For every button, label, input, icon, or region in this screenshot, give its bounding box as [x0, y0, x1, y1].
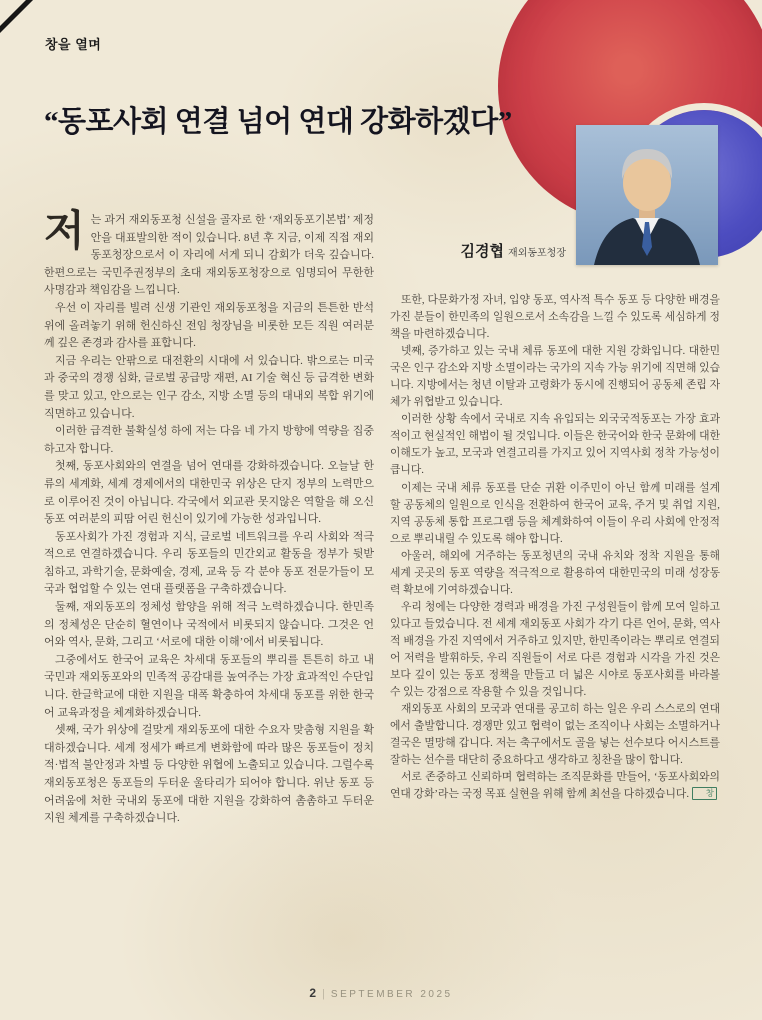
paragraph: 재외동포 사회의 모국과 연대를 공고히 하는 일은 우리 스스로의 연대에서 출발합니다. 경쟁만 있고 협력이 없는 조직이나 사회는 소멸하거나 결국은 멸망해 갑니다. 저는 축구에서도 골을 넣는 선수보다 어시스트를 잘하는 선수를 대단히 중요하다고 생각하고 칭찬을 많이 합니다. [390, 703, 720, 767]
lead-paragraph [44, 209, 374, 300]
paragraph: 그중에서도 한국어 교육은 차세대 동포들의 뿌리를 튼튼히 하고 내국민과 재외동포와의 민족적 공감대를 높여주는 가장 효과적인 수단입니다. 한글학교에 대한 지원을 대폭 확충하여 차세대 동포를 위한 한국어 교육과정을 체계화하겠습니다. [44, 653, 374, 719]
paragraph-text: 는 과거 재외동포청 신설을 골자로 한 ‘재외동포기본법’ 제정안을 대표발의한 적이 있습니다. 8년 후 지금, 이제 직접 재외동포청장으로서 이 자리에 서게 되니 감회가 더욱 깊습니다. 한편으로는 국민주권정부의 초대 재외동포청장으로 임명되어 무한한 사명감과 책임감을 느낍니다. [44, 214, 374, 297]
paragraph: 첫째, 동포사회와의 연결을 넘어 연대를 강화하겠습니다. 오늘날 한류의 세계화, 세계 경제에서의 대한민국 위상은 단지 정부의 노력만으로 이루어진 것이 아닙니다. 각국에서 외교관 못지않은 역할을 해 오신 동포 여러분의 피땀 어린 헌신이 있기에 가능한 성과입니다. [44, 460, 374, 526]
paragraph: 둘째, 재외동포의 정체성 함양을 위해 적극 노력하겠습니다. 한민족의 정체성은 단순히 혈연이나 국적에서 비롯되지 않습니다. 그것은 언어와 역사, 문화, 그리고 ‘서로에 대한 이해’에서 비롯됩니다. [44, 601, 374, 649]
paragraph: 우리 청에는 다양한 경력과 배경을 가진 구성원들이 함께 모여 일하고 있다고 들었습니다. 전 세계 재외동포 사회가 각기 다른 언어, 문화, 역사적 배경을 가진 지역에서 거주하고 있지만, 한민족이라는 뿌리로 연결되어 저력을 발휘하듯, 우리 직원들이 서로 다른 경험과 시각을 가진 것은 보다 깊이 있는 동포 정책을 만들고 더 넓은 시야로 동포사회를 바라볼 수 있는 강점으로 작용할 수 있을 것입니다. [390, 600, 720, 699]
portrait-photo [576, 125, 718, 265]
dropcap: 저 [44, 209, 85, 255]
issue-date: SEPTEMBER 2025 [330, 989, 453, 1000]
paragraph: 지금 우리는 안팎으로 대전환의 시대에 서 있습니다. 밖으로는 미국과 중국의 경쟁 심화, 글로벌 공급망 재편, AI 기술 혁신 등 급격한 변화를 맞고 있고, 안으로는 인구 감소, 지방 소멸 등의 대내외 복합 위기에 직면하고 있습니다. [44, 354, 374, 420]
paragraph: 넷째, 증가하고 있는 국내 체류 동포에 대한 지원 강화입니다. 대한민국은 인구 감소와 지방 소멸이라는 국가의 지속 가능 위기에 직면해 있습니다. 지방에서는 청년 이탈과 고령화가 동시에 진행되어 공동체 존립 자체가 위협받고 있습니다. [390, 345, 720, 409]
article-title: “동포사회 연결 넘어 연대 강화하겠다” [44, 106, 512, 138]
closing-paragraph [390, 769, 720, 803]
portrait-illustration [576, 125, 718, 265]
footer-divider: | [322, 988, 325, 1000]
paragraph-text: 서로 존중하고 신뢰하며 협력하는 조직문화를 만들어, ‘동포사회와의 연대 강화’라는 국정 목표 실현을 위해 함께 최선을 다하겠습니다. [390, 771, 720, 801]
author-name: 김경협 [460, 243, 505, 260]
paragraph: 이러한 상황 속에서 국내로 지속 유입되는 외국국적동포는 가장 효과적이고 현실적인 해법이 될 것입니다. 이들은 한국어와 한국 문화에 대한 이해도가 높고, 모국과 연결고리를 가지고 있어 지역사회 정착 가능성이 큽니다. [390, 413, 720, 477]
page-footer [0, 984, 762, 1002]
paragraph: 셋째, 국가 위상에 걸맞게 재외동포에 대한 수요자 맞춤형 지원을 확대하겠습니다. 세계 정세가 빠르게 변화함에 따라 많은 동포들이 정치적·법적 불안정과 차별 등 다양한 위협에 노출되고 있습니다. 그럴수록 재외동포청은 동포들의 두터운 울타리가 되어야 합니다. 위난 동포 등 어려움에 처한 국내외 동포에 대한 지원을 강화하여 촘촘하고 두터운 지원 체계를 구축하겠습니다. [44, 724, 374, 825]
paragraph: 또한, 다문화가정 자녀, 입양 동포, 역사적 특수 동포 등 다양한 배경을 가진 분들이 한민족의 일원으로서 소속감을 느낄 수 있도록 세심하게 정책을 마련하겠습니다. [390, 294, 720, 341]
section-label: 창을 열며 [45, 37, 102, 52]
paragraph: 우선 이 자리를 빌려 신생 기관인 재외동포청을 지금의 튼튼한 반석 위에 올려놓기 위해 헌신하신 전임 청장님을 비롯한 모든 직원 여러분께 깊은 존경과 감사를 표합니다. [44, 301, 374, 350]
paragraph: 이제는 국내 체류 동포를 단순 귀환 이주민이 아닌 함께 미래를 설계할 공동체의 일원으로 인식을 전환하여 한국어 교육, 주거 및 취업 지원, 지역 공동체 통합 프로그램 등을 체계화하여 이들이 우리 사회에 안정적으로 뿌리내릴 수 있도록 해야 합니다. [390, 481, 720, 545]
right-paragraphs [390, 292, 720, 769]
page-number: 2 [309, 986, 317, 1000]
author-caption [461, 240, 566, 261]
corner-accent [0, 0, 37, 37]
end-mark: 창 [692, 787, 717, 800]
paragraph: 이러한 급격한 불확실성 하에 저는 다음 네 가지 방향에 역량을 집중하고자 합니다. [44, 425, 374, 455]
paragraph: 동포사회가 가진 경험과 지식, 글로벌 네트워크를 우리 사회와 적극적으로 연결하겠습니다. 우리 동포들의 민간외교 활동을 정부가 뒷받침하고, 과학기술, 문화예술, 경제, 교육 등 각 분야 동포 전문가들이 모국과 협업할 수 있는 연대 플랫폼을 구축하겠습니다. [44, 530, 374, 596]
left-column [44, 209, 374, 828]
right-column [390, 292, 720, 803]
paragraph: 아울러, 해외에 거주하는 동포청년의 국내 유치와 정착 지원을 통해 세계 곳곳의 동포 역량을 적극적으로 활용하여 대한민국의 미래 성장동력 확보에 기여하겠습니다. [390, 549, 720, 596]
author-title: 재외동포청장 [508, 248, 566, 259]
left-paragraphs [44, 300, 374, 828]
